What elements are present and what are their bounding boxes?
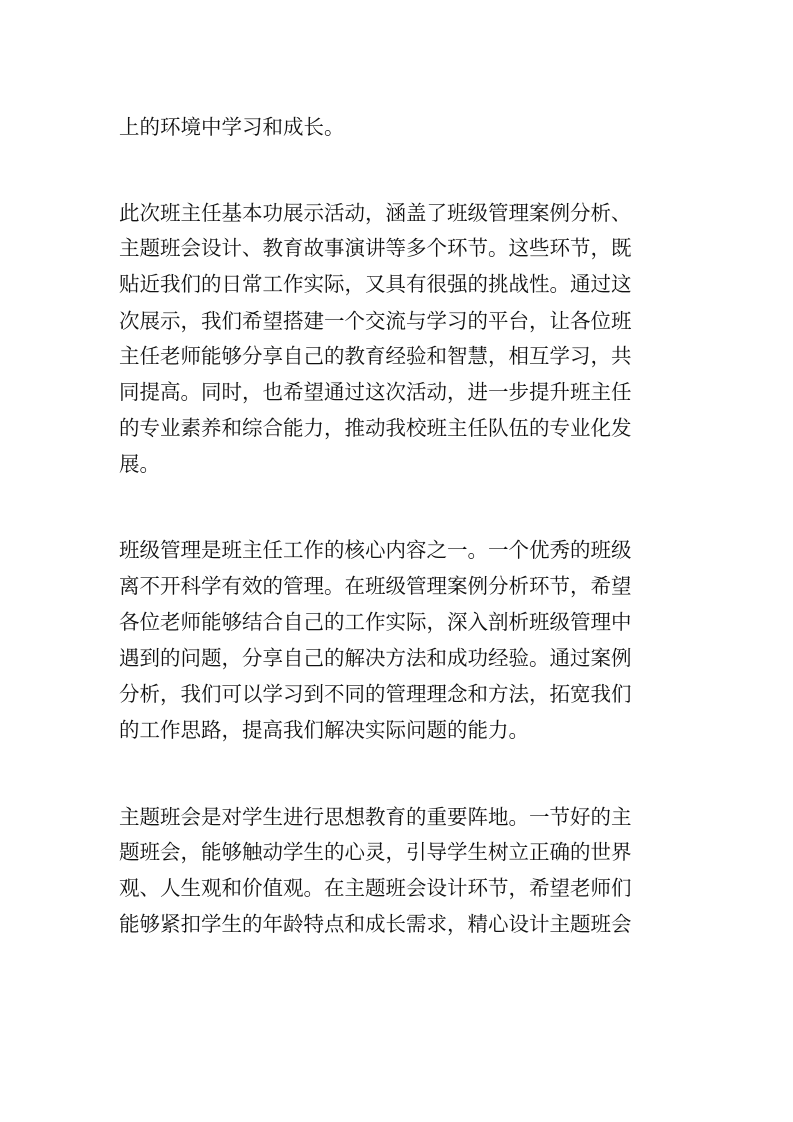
paragraph-2-line-2: 主题班会设计、教育故事演讲等多个环节。这些环节，既 xyxy=(119,236,632,260)
paragraph-3-line-3: 各位老师能够结合自己的工作实际，深入剖析班级管理中 xyxy=(119,610,632,634)
paragraph-2-line-1: 此次班主任基本功展示活动，涵盖了班级管理案例分析、 xyxy=(119,201,632,225)
paragraph-2-line-8: 展。 xyxy=(119,452,160,476)
paragraph-4-line-3: 观、人生观和价值观。在主题班会设计环节，希望老师们 xyxy=(119,876,632,900)
paragraph-4-line-1: 主题班会是对学生进行思想教育的重要阵地。一节好的主 xyxy=(119,805,632,829)
paragraph-1-line-1: 上的环境中学习和成长。 xyxy=(119,115,345,139)
paragraph-2-line-3: 贴近我们的日常工作实际，又具有很强的挑战性。通过这 xyxy=(119,272,632,296)
paragraph-2-line-5: 主任老师能够分享自己的教育经验和智慧，相互学习，共 xyxy=(119,344,632,368)
paragraph-3-line-4: 遇到的问题，分享自己的解决方法和成功经验。通过案例 xyxy=(119,646,632,670)
paragraph-3-line-1: 班级管理是班主任工作的核心内容之一。一个优秀的班级 xyxy=(119,538,632,562)
paragraph-4-line-2: 题班会，能够触动学生的心灵，引导学生树立正确的世界 xyxy=(119,840,632,864)
paragraph-3-line-5: 分析，我们可以学习到不同的管理理念和方法，拓宽我们 xyxy=(119,682,632,706)
paragraph-2-line-7: 的专业素养和综合能力，推动我校班主任队伍的专业化发 xyxy=(119,416,632,440)
paragraph-2-line-4: 次展示，我们希望搭建一个交流与学习的平台，让各位班 xyxy=(119,309,632,333)
paragraph-2-line-6: 同提高。同时，也希望通过这次活动，进一步提升班主任 xyxy=(119,380,632,404)
paragraph-3-line-6: 的工作思路，提高我们解决实际问题的能力。 xyxy=(119,718,529,742)
paragraph-4-line-4: 能够紧扣学生的年龄特点和成长需求，精心设计主题班会 xyxy=(119,912,632,936)
paragraph-3-line-2: 离不开科学有效的管理。在班级管理案例分析环节，希望 xyxy=(119,574,632,598)
